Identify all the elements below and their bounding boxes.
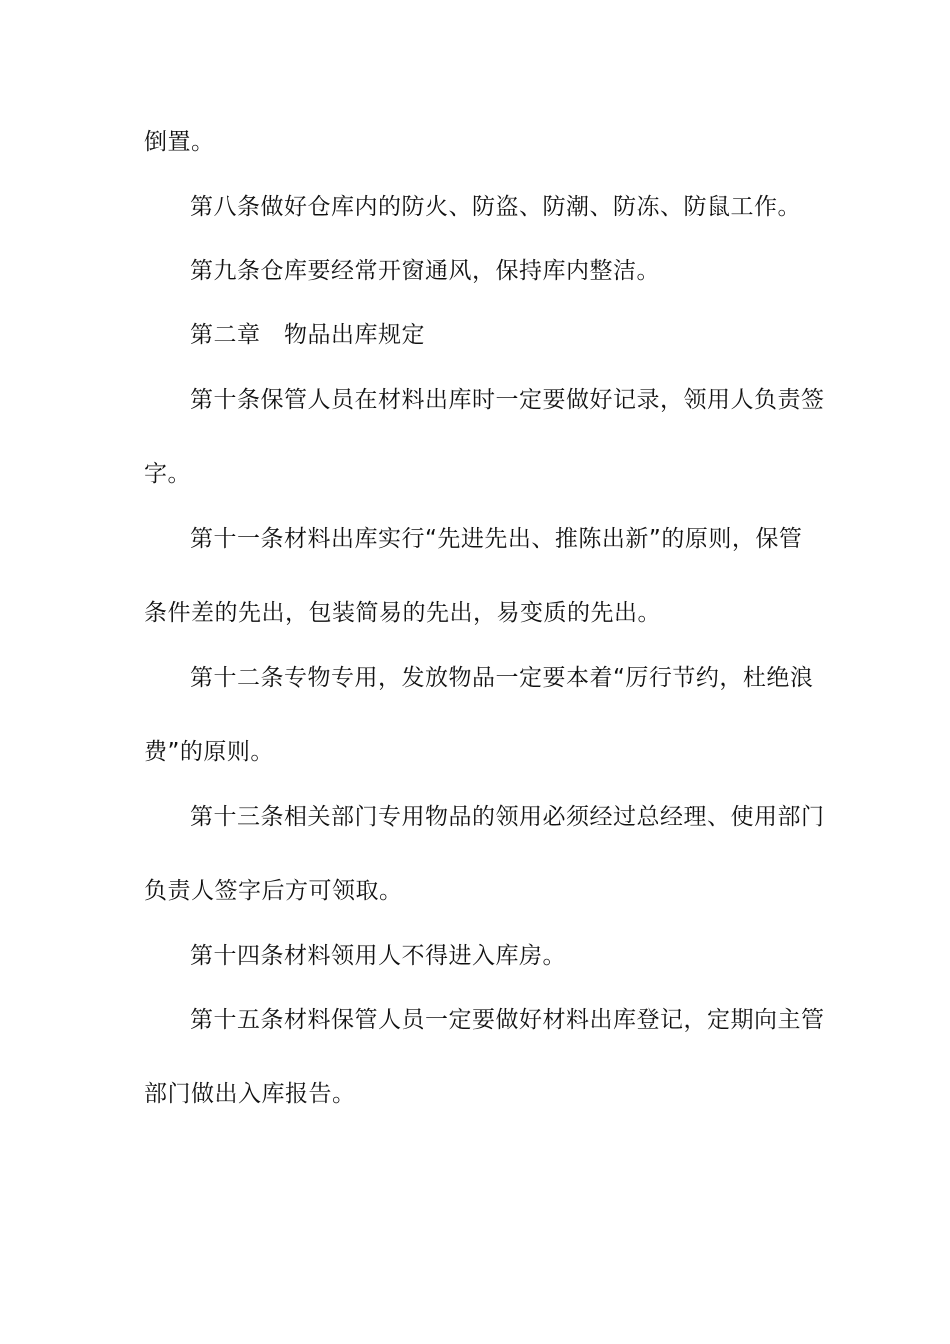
- text-line: 条件差的先出，包装简易的先出，易变质的先出。: [144, 600, 661, 626]
- chapter-heading: 第二章 物品出库规定: [190, 322, 425, 348]
- text-line: 费”的原则。: [144, 739, 274, 765]
- text-line: 倒置。: [144, 129, 215, 155]
- text-line: 部门做出入库报告。: [144, 1081, 356, 1107]
- text-line: 第十二条专物专用，发放物品一定要本着“厉行节约，杜绝浪: [190, 665, 814, 691]
- text-line: 第十条保管人员在材料出库时一定要做好记录，领用人负责签: [190, 387, 825, 413]
- text-line: 负责人签字后方可领取。: [144, 878, 403, 904]
- text-line: 第十三条相关部门专用物品的领用必须经过总经理、使用部门: [190, 804, 825, 830]
- text-line: 第八条做好仓库内的防火、防盗、防潮、防冻、防鼠工作。: [190, 194, 801, 220]
- text-line: 第十五条材料保管人员一定要做好材料出库登记，定期向主管: [190, 1007, 825, 1033]
- text-line: 第十一条材料出库实行“先进先出、推陈出新”的原则，保管: [190, 526, 803, 552]
- text-line: 字。: [144, 461, 191, 487]
- text-line: 第九条仓库要经常开窗通风，保持库内整洁。: [190, 258, 660, 284]
- text-line: 第十四条材料领用人不得进入库房。: [190, 943, 566, 969]
